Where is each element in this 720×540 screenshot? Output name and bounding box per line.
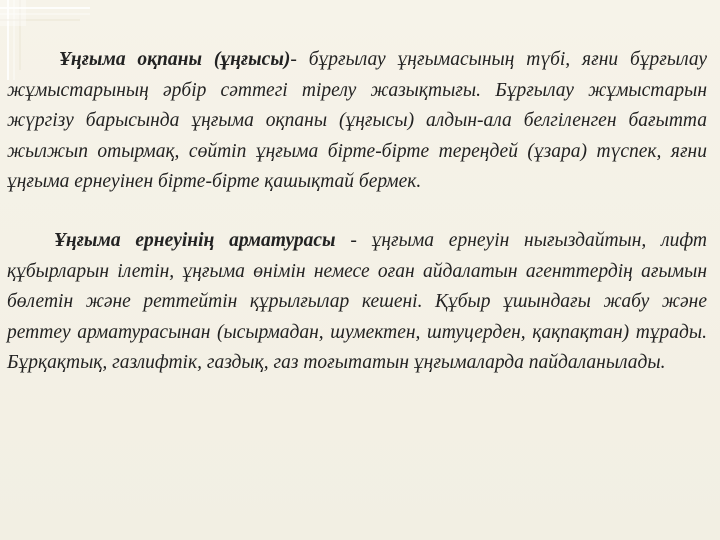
definition-text-2: - ұңғыма ернеуін нығыздайтын, лифт құбырларын ілетін, ұңғыма өнімін немесе оған айдалатын агенттердің ағымын бөлетін және реттейтін құрылғылар кешені. Құбыр ұшындағы жабу және реттеу арматурасынан (ысырмадан, шумектен, штуцерден, қақпақтан) тұрады. Бұрқақтық, газлифтік, газдық, газ тоғытатын ұңғымаларда пайдаланылады.: [7, 230, 707, 373]
definition-paragraph-1: [7, 45, 707, 198]
term-wellhead-fittings: Ұңғыма ернеуінің арматурасы: [54, 230, 336, 251]
term-wellbore: Ұңғыма оқпаны (ұңғысы): [59, 49, 291, 70]
definition-text-1: - бұрғылау ұңғымасының түбі, яғни бұрғылау жұмыстарының әрбір сәттегі тірелу жазықтығы. Бұрғылау жұмыстарын жүргізу барысында ұңғыма оқпаны (ұңғысы) алдын-ала белгіленген бағытта жылжып отырмақ, сөйтіп ұңғыма бірте-бірте тереңдей (ұзара) түспек, яғни ұңғыма ернеуінен бірте-бірте қашықтай бермек.: [7, 49, 707, 192]
definition-paragraph-2: [7, 226, 707, 379]
